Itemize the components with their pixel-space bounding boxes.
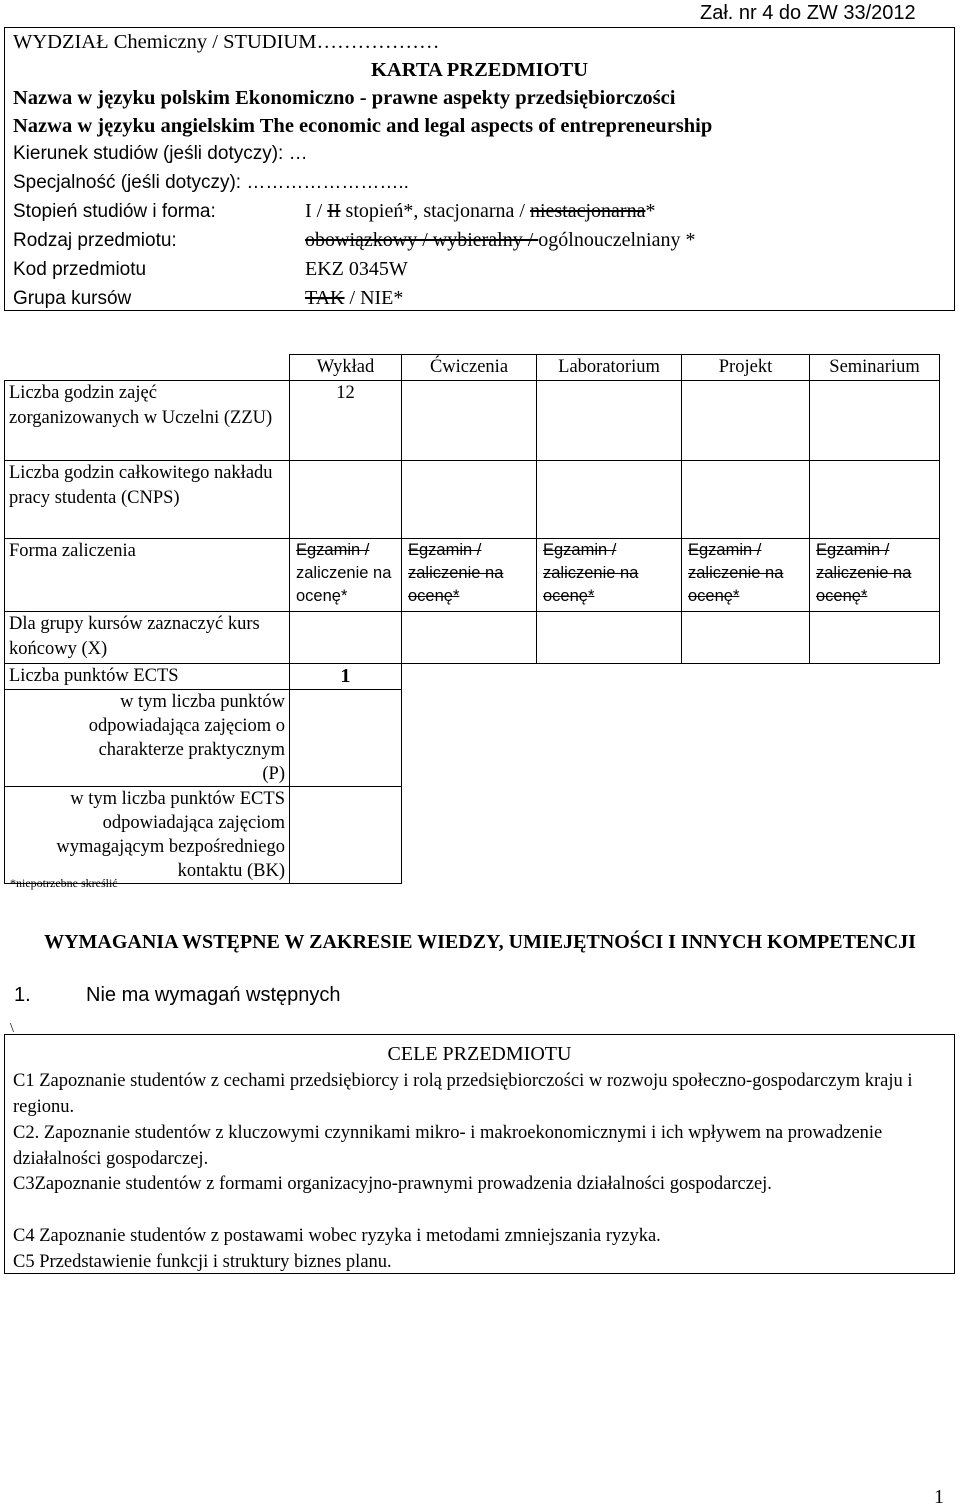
cell <box>810 381 940 461</box>
page-number: 1 <box>934 1486 944 1508</box>
goals-title: CELE PRZEDMIOTU <box>387 1043 572 1065</box>
col-project: Projekt <box>682 355 810 381</box>
bk-points-label: w tym liczba punktów ECTS odpowiadająca zajęciom wymagającym bezpośredniego kontaktu (BK) <box>5 787 290 884</box>
col-exercises: Ćwiczenia <box>402 355 537 381</box>
level-part: stopień*, stacjonarna / <box>340 200 530 222</box>
stray-mark: \ <box>10 1021 14 1036</box>
cell <box>402 690 537 787</box>
practical-points-label: w tym liczba punktów odpowiadająca zajęciom o charakterze praktycznym (P) <box>5 690 290 787</box>
course-name-pl: Nazwa w języku polskim Ekonomiczno - prawne aspekty przedsiębiorczości <box>13 87 676 109</box>
table-row <box>5 461 940 539</box>
group-label: Grupa kursów <box>13 288 132 309</box>
cell <box>810 461 940 539</box>
goal-c2: C2. Zapoznanie studentów z kluczowymi czynnikami mikro- i makroekonomicznymi i ich wpływem na prowadzenie działalności gospodarczej. <box>13 1123 883 1169</box>
cell <box>290 787 402 884</box>
cell <box>682 787 810 884</box>
cell <box>810 612 940 664</box>
field-of-study: Kierunek studiów (jeśli dotyczy): … <box>13 143 308 164</box>
table-row <box>5 612 940 664</box>
course-name-en: Nazwa w języku angielskim The economic and legal aspects of entrepreneurship <box>13 115 713 137</box>
goal-c1: C1 Zapoznanie studentów z cechami przedsiębiorcy i rolą przedsiębiorczości w rozwoju społeczno-gospodarczym kraju i regionu. <box>13 1071 913 1117</box>
cell <box>290 461 402 539</box>
faculty-line: WYDZIAŁ Chemiczny / STUDIUM……………… <box>13 31 440 53</box>
table-row <box>5 539 940 612</box>
hours-table <box>4 354 940 884</box>
cell <box>682 381 810 461</box>
group-struck: TAK <box>305 287 345 309</box>
cell <box>402 787 537 884</box>
specialty: Specjalność (jeśli dotyczy): …………………….. <box>13 172 409 193</box>
cell <box>682 461 810 539</box>
ects-label: Liczba punktów ECTS <box>5 664 290 690</box>
course-goals-box <box>4 1034 955 1274</box>
type-part: ogólnouczelniany * <box>538 229 696 251</box>
form-part: zaliczenie na ocenę* <box>296 564 392 605</box>
form-struck: Egzamin / <box>296 541 370 559</box>
table-row <box>5 787 940 884</box>
cnps-label: Liczba godzin całkowitego nakładu pracy studenta (CNPS) <box>5 461 290 539</box>
attachment-reference: Zał. nr 4 do ZW 33/2012 <box>700 2 916 24</box>
level-label: Stopień studiów i forma: <box>13 201 216 222</box>
ects-lecture: 1 <box>290 664 402 690</box>
cell <box>402 664 537 690</box>
cell <box>537 690 682 787</box>
cell <box>402 461 537 539</box>
cell <box>537 787 682 884</box>
cell <box>682 664 810 690</box>
form-lecture <box>290 539 402 612</box>
requirement-text: Nie ma wymagań wstępnych <box>86 984 341 1006</box>
level-value <box>305 200 655 223</box>
group-value <box>305 287 403 310</box>
type-struck: obowiązkowy / wybieralny / <box>305 229 539 251</box>
cell <box>537 461 682 539</box>
goal-c4: C4 Zapoznanie studentów z postawami wobec ryzyka i metodami zmniejszania ryzyka. <box>13 1226 661 1246</box>
table-header-row <box>5 355 940 381</box>
group-part: / NIE* <box>344 287 404 309</box>
form-laboratory: Egzamin / zaliczenie na ocenę* <box>537 539 682 612</box>
form-seminar: Egzamin / zaliczenie na ocenę* <box>810 539 940 612</box>
level-struck: II <box>327 200 341 222</box>
footnote: *niepotrzebne skreślić <box>10 876 118 890</box>
cell <box>537 381 682 461</box>
form-project: Egzamin / zaliczenie na ocenę* <box>682 539 810 612</box>
empty-corner <box>5 355 290 381</box>
zzu-lecture: 12 <box>290 381 402 461</box>
goal-c3: C3Zapoznanie studentów z formami organizacyjno-prawnymi prowadzenia działalności gospodarczej. <box>13 1174 772 1194</box>
cell <box>402 381 537 461</box>
table-row <box>5 664 940 690</box>
type-label: Rodzaj przedmiotu: <box>13 230 177 251</box>
card-title: KARTA PRZEDMIOTU <box>370 59 588 81</box>
col-lecture: Wykład <box>290 355 402 381</box>
form-exercises: Egzamin / zaliczenie na ocenę* <box>402 539 537 612</box>
cell <box>810 664 940 690</box>
zzu-label: Liczba godzin zajęć zorganizowanych w Uczelni (ZZU) <box>5 381 290 461</box>
form-label: Forma zaliczenia <box>5 539 290 612</box>
cell <box>290 612 402 664</box>
requirement-item <box>14 984 341 1007</box>
final-course-label: Dla grupy kursów zaznaczyć kurs końcowy (X) <box>5 612 290 664</box>
requirement-number: 1. <box>14 984 31 1006</box>
level-struck: niestacjonarna <box>529 200 646 222</box>
cell <box>682 612 810 664</box>
code-value: EKZ 0345W <box>305 258 408 280</box>
cell <box>290 690 402 787</box>
table-row <box>5 690 940 787</box>
cell <box>402 612 537 664</box>
cell <box>682 690 810 787</box>
level-part: * <box>645 200 656 222</box>
requirements-title: WYMAGANIA WSTĘPNE W ZAKRESIE WIEDZY, UMIEJĘTNOŚCI I INNYCH KOMPETENCJI <box>44 931 916 953</box>
cell <box>537 612 682 664</box>
course-header-box <box>4 27 955 311</box>
cell <box>537 664 682 690</box>
code-label: Kod przedmiotu <box>13 259 147 280</box>
col-seminar: Seminarium <box>810 355 940 381</box>
level-part: I / <box>305 200 328 222</box>
type-value <box>305 229 695 252</box>
cell <box>810 690 940 787</box>
cell <box>810 787 940 884</box>
table-row <box>5 381 940 461</box>
goal-c5: C5 Przedstawienie funkcji i struktury biznes planu. <box>13 1252 392 1272</box>
col-laboratory: Laboratorium <box>537 355 682 381</box>
